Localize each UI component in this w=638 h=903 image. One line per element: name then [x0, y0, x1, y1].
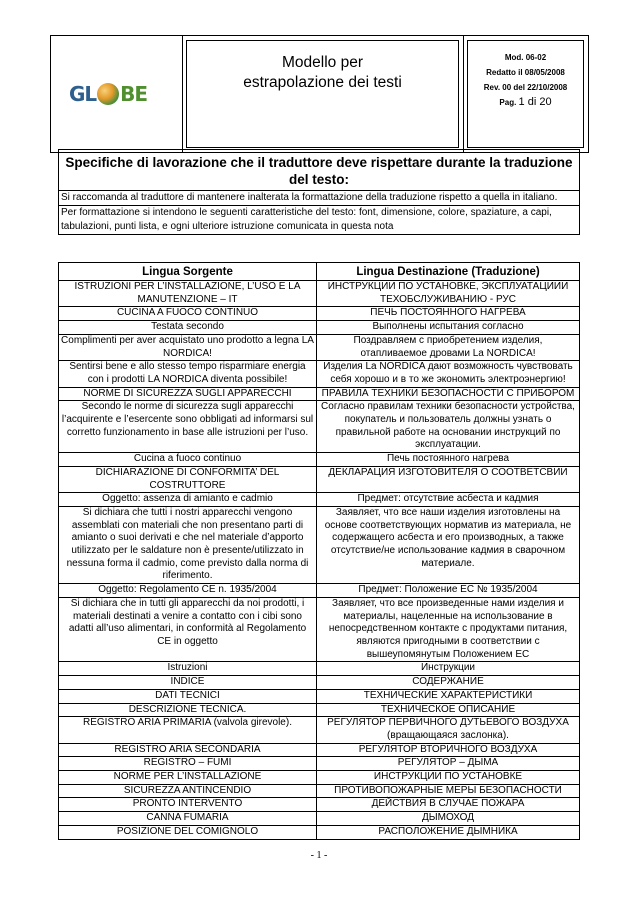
table-row	[59, 387, 580, 401]
target-cell: РЕГУЛЯТОР ПЕРВИЧНОГО ДУТЬЕВОГО ВОЗДУХА (вращающаяся заслонка).	[317, 717, 580, 743]
source-cell: REGISTRO – FUMI	[59, 757, 317, 771]
source-cell: NORME PER L’INSTALLAZIONE	[59, 771, 317, 785]
logo-text-left: GL	[69, 82, 97, 106]
target-cell: Предмет: отсутствие асбеста и кадмия	[317, 493, 580, 507]
target-cell: ДЕЙСТВИЯ В СЛУЧАЕ ПОЖАРА	[317, 798, 580, 812]
table-row	[59, 703, 580, 717]
target-cell: Инструкции	[317, 662, 580, 676]
source-cell: Cucina a fuoco continuo	[59, 453, 317, 467]
table-row	[59, 597, 580, 662]
table-row	[59, 825, 580, 839]
table-body	[59, 281, 580, 840]
target-cell: РАСПОЛОЖЕНИЕ ДЫМНИКА	[317, 825, 580, 839]
table-row	[59, 466, 580, 492]
source-cell: DESCRIZIONE TECNICA.	[59, 703, 317, 717]
target-cell: ПРАВИЛА ТЕХНИКИ БЕЗОПАСНОСТИ С ПРИБОРОМ	[317, 387, 580, 401]
table-header-row	[59, 263, 580, 281]
target-cell: Согласно правилам техники безопасности устройства, покупатель и пользователь должны узнать о правильной работе на основании инструкций по эксплуатации.	[317, 401, 580, 453]
logo-text-right: BE	[120, 82, 148, 106]
title-line-2: estrapolazione dei testi	[243, 74, 402, 91]
source-cell: Secondo le norme di sicurezza sugli apparecchi l’acquirente e l’esercente sono obbligati ad informarsi sul corretto funzionamento in base alle istruzioni per l’uso.	[59, 401, 317, 453]
target-cell: Заявляет, что все произведенные нами изделия и материалы, нацеленные на использование в непосредственном контакте с продуктами питания, являются пригодными в соответствии с вышеупомянутым Положением ЕС	[317, 597, 580, 662]
title-frame	[186, 40, 459, 148]
target-cell: ДЫМОХОД	[317, 812, 580, 826]
source-cell: PRONTO INTERVENTO	[59, 798, 317, 812]
page-value: 1 di 20	[518, 96, 552, 108]
meta-frame	[467, 40, 584, 148]
table-row	[59, 321, 580, 335]
source-cell: CUCINA A FUOCO CONTINUO	[59, 307, 317, 321]
table-row	[59, 798, 580, 812]
target-cell: ПРОТИВОПОЖАРНЫЕ МЕРЫ БЕЗОПАСНОСТИ	[317, 784, 580, 798]
spec-paragraph-2: Per formattazione si intendono le seguenti caratteristiche del testo: font, dimensione, colore, spaziature, a capi, tabulazioni, punti lista, e ogni ulteriore istruzione comunicata in questa nota	[59, 205, 579, 234]
target-cell: Изделия La NORDICA дают возможность чувствовать себя хорошо и в то же экономить электроэнергию!	[317, 361, 580, 387]
table-row	[59, 453, 580, 467]
target-cell: Печь постоянного нагрева	[317, 453, 580, 467]
document-title	[187, 53, 458, 93]
target-cell: Заявляет, что все наши изделия изготовлены на основе соответствующих норматив из материала, не содержащего асбеста и его производных, а также отсутствие/не использование кадмия в сварочном материале.	[317, 506, 580, 583]
table-row	[59, 506, 580, 583]
target-cell: ДЕКЛАРАЦИЯ ИЗГОТОВИТЕЛЯ О СООТВЕТСВИИ	[317, 466, 580, 492]
globe-icon	[97, 83, 119, 105]
target-cell: РЕГУЛЯТОР ВТОРИЧНОГО ВОЗДУХА	[317, 743, 580, 757]
source-cell: Complimenti per aver acquistato uno prodotto a legna LA NORDICA!	[59, 334, 317, 360]
source-cell: REGISTRO ARIA SECONDARIA	[59, 743, 317, 757]
target-cell: ТЕХНИЧЕСКОЕ ОПИСАНИЕ	[317, 703, 580, 717]
module-code: Mod. 06-02	[504, 53, 547, 62]
table-row	[59, 757, 580, 771]
table-row	[59, 689, 580, 703]
table-row	[59, 771, 580, 785]
source-cell: Si dichiara che tutti i nostri apparecchi vengono assemblati con materiali che non presentano parti di amianto o suoi derivati e che nel materiale d’apporto utilizzato per le saldature non è presente/utilizzato in nessuna forma il cadmio, come previsto dalla norma di riferimento.	[59, 506, 317, 583]
logo-cell	[51, 36, 183, 152]
table-row	[59, 743, 580, 757]
source-cell: ISTRUZIONI PER L’INSTALLAZIONE, L’USO E LA MANUTENZIONE – IT	[59, 281, 317, 307]
source-cell: Si dichiara che in tutti gli apparecchi da noi prodotti, i materiali destinati a venire a contatto con i cibi sono adatti all’uso alimentari, in conformità al Regolamento CE in oggetto	[59, 597, 317, 662]
source-cell: Istruzioni	[59, 662, 317, 676]
translation-specifications	[58, 149, 580, 235]
source-cell: DATI TECNICI	[59, 689, 317, 703]
source-cell: NORME DI SICUREZZA SUGLI APPARECCHI	[59, 387, 317, 401]
revision: Rev. 00 del 22/10/2008	[483, 83, 568, 92]
redatto-date: Redatto il 08/05/2008	[486, 68, 565, 77]
source-cell: DICHIARAZIONE DI CONFORMITA’ DEL COSTRUTTORE	[59, 466, 317, 492]
table-row	[59, 334, 580, 360]
meta-cell	[463, 36, 588, 152]
table-row	[59, 812, 580, 826]
table-row	[59, 662, 580, 676]
document-meta	[468, 50, 583, 110]
source-cell: Sentirsi bene e allo stesso tempo risparmiare energia con i prodotti LA NORDICA diventa possibile!	[59, 361, 317, 387]
target-cell: Поздравляем с приобретением изделия, отапливаемое дровами La NORDICA!	[317, 334, 580, 360]
target-cell: Предмет: Положение ЕС № 1935/2004	[317, 584, 580, 598]
page-label: Pag.	[499, 98, 517, 107]
target-cell: ИНСТРУКЦИИ ПО УСТАНОВКЕ	[317, 771, 580, 785]
table-row	[59, 401, 580, 453]
spec-paragraph-1: Si raccomanda al traduttore di mantenere inalterata la formattazione della traduzione rispetto a quella in italiano.	[61, 192, 558, 203]
source-cell: Oggetto: Regolamento CE n. 1935/2004	[59, 584, 317, 598]
spec-heading: Specifiche di lavorazione che il traduttore deve rispettare durante la traduzione del testo:	[59, 150, 579, 191]
target-cell: ПЕЧЬ ПОСТОЯННОГО НАГРЕВА	[317, 307, 580, 321]
table-row	[59, 361, 580, 387]
source-cell: REGISTRO ARIA PRIMARIA (valvola girevole).	[59, 717, 317, 743]
header-target-language: Lingua Destinazione (Traduzione)	[317, 263, 580, 281]
table-row	[59, 784, 580, 798]
page-indicator	[468, 95, 583, 110]
source-cell: SICUREZZA ANTINCENDIO	[59, 784, 317, 798]
target-cell: Выполнены испытания согласно	[317, 321, 580, 335]
source-cell: INDICE	[59, 676, 317, 690]
source-cell: Testata secondo	[59, 321, 317, 335]
table-row	[59, 584, 580, 598]
table-row	[59, 307, 580, 321]
globe-logo	[69, 76, 147, 112]
document-header	[50, 35, 589, 153]
target-cell: РЕГУЛЯТОР – ДЫМА	[317, 757, 580, 771]
title-cell	[182, 36, 464, 152]
source-cell: POSIZIONE DEL COMIGNOLO	[59, 825, 317, 839]
source-cell: CANNA FUMARIA	[59, 812, 317, 826]
translation-table	[58, 262, 580, 840]
title-line-1: Modello per	[282, 54, 363, 71]
page-footer-number: - 1 -	[310, 850, 328, 861]
table-row	[59, 281, 580, 307]
header-source-language: Lingua Sorgente	[59, 263, 317, 281]
target-cell: ИНСТРУКЦИИ ПО УСТАНОВКЕ, ЭКСПЛУАТАЦИИИ ТЕХОБСЛУЖИВАНИЮ - РУС	[317, 281, 580, 307]
source-cell: Oggetto: assenza di amianto e cadmio	[59, 493, 317, 507]
table-row	[59, 676, 580, 690]
target-cell: СОДЕРЖАНИЕ	[317, 676, 580, 690]
table-row	[59, 717, 580, 743]
target-cell: ТЕХНИЧЕСКИЕ ХАРАКТЕРИСТИКИ	[317, 689, 580, 703]
table-row	[59, 493, 580, 507]
